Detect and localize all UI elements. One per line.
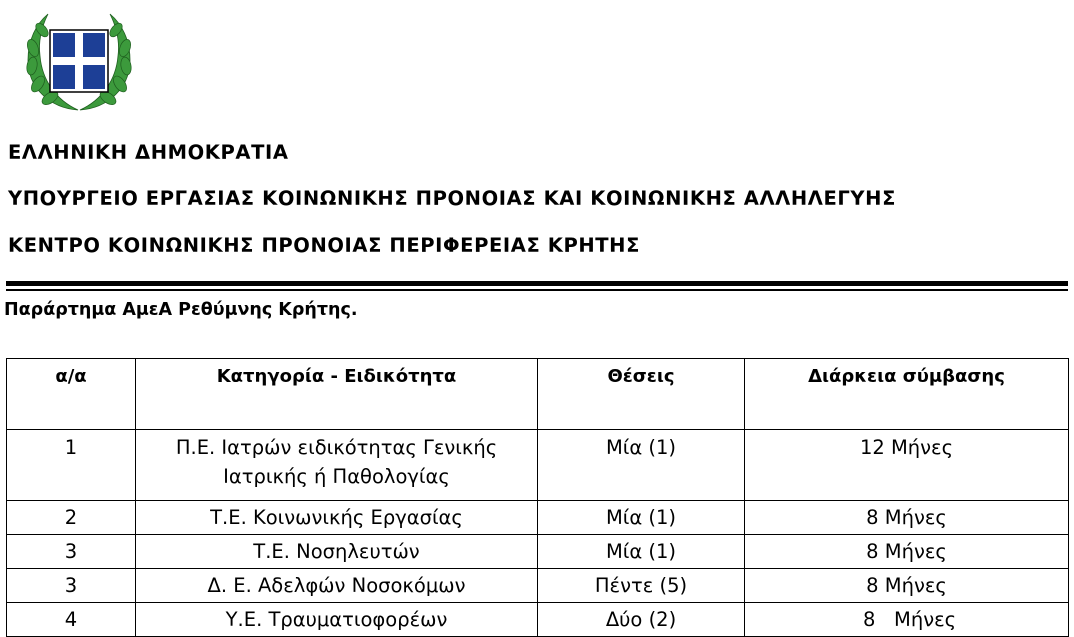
cell-duration: 8 Μήνες — [745, 535, 1069, 569]
cell-duration: 8 Μήνες — [745, 569, 1069, 603]
cell-num: 4 — [7, 603, 136, 637]
cell-duration: 8 Μήνες — [745, 501, 1069, 535]
header-num: α/α — [7, 359, 136, 430]
cell-positions: Μία (1) — [538, 430, 745, 501]
branch-title: Παράρτημα ΑμεΑ Ρεθύμνης Κρήτης. — [4, 300, 358, 320]
cell-category: Δ. Ε. Αδελφών Νοσοκόμων — [136, 569, 538, 603]
cell-category: Τ.Ε. Κοινωνικής Εργασίας — [136, 501, 538, 535]
divider-thin — [6, 289, 1068, 291]
table-row — [7, 535, 1069, 569]
table-row — [7, 603, 1069, 637]
cell-category — [136, 430, 538, 501]
cell-num: 3 — [7, 569, 136, 603]
table-row — [7, 569, 1069, 603]
header-positions: Θέσεις — [538, 359, 745, 430]
cell-duration: 8 Μήνες — [745, 603, 1069, 637]
cell-positions: Μία (1) — [538, 501, 745, 535]
header-category: Κατηγορία - Ειδικότητα — [136, 359, 538, 430]
cell-category-line: Ιατρικής ή Παθολογίας — [223, 465, 450, 488]
greek-emblem-icon — [20, 4, 138, 116]
cell-duration: 12 Μήνες — [745, 430, 1069, 501]
cell-positions: Δύο (2) — [538, 603, 745, 637]
table-header-row — [7, 359, 1069, 430]
header-center: ΚΕΝΤΡΟ ΚΟΙΝΩΝΙΚΗΣ ΠΡΟΝΟΙΑΣ ΠΕΡΙΦΕΡΕΙΑΣ ΚΡΗΤΗΣ — [8, 234, 641, 257]
cell-category: Τ.Ε. Νοσηλευτών — [136, 535, 538, 569]
cell-category: Υ.Ε. Τραυματιοφορέων — [136, 603, 538, 637]
positions-table — [6, 358, 1069, 637]
cell-num: 1 — [7, 430, 136, 501]
table-row — [7, 501, 1069, 535]
header-republic: ΕΛΛΗΝΙΚΗ ΔΗΜΟΚΡΑΤΙΑ — [8, 141, 289, 164]
cell-positions: Μία (1) — [538, 535, 745, 569]
header-duration: Διάρκεια σύμβασης — [745, 359, 1069, 430]
cell-category-line: Π.Ε. Ιατρών ειδικότητας Γενικής — [175, 436, 498, 459]
cell-num: 3 — [7, 535, 136, 569]
cell-num: 2 — [7, 501, 136, 535]
divider-thick — [6, 281, 1068, 286]
cell-positions: Πέντε (5) — [538, 569, 745, 603]
table-row — [7, 430, 1069, 501]
header-ministry: ΥΠΟΥΡΓΕΙΟ ΕΡΓΑΣΙΑΣ ΚΟΙΝΩΝΙΚΗΣ ΠΡΟΝΟΙΑΣ ΚΑΙ ΚΟΙΝΩΝΙΚΗΣ ΑΛΛΗΛΕΓΥΗΣ — [8, 187, 896, 210]
